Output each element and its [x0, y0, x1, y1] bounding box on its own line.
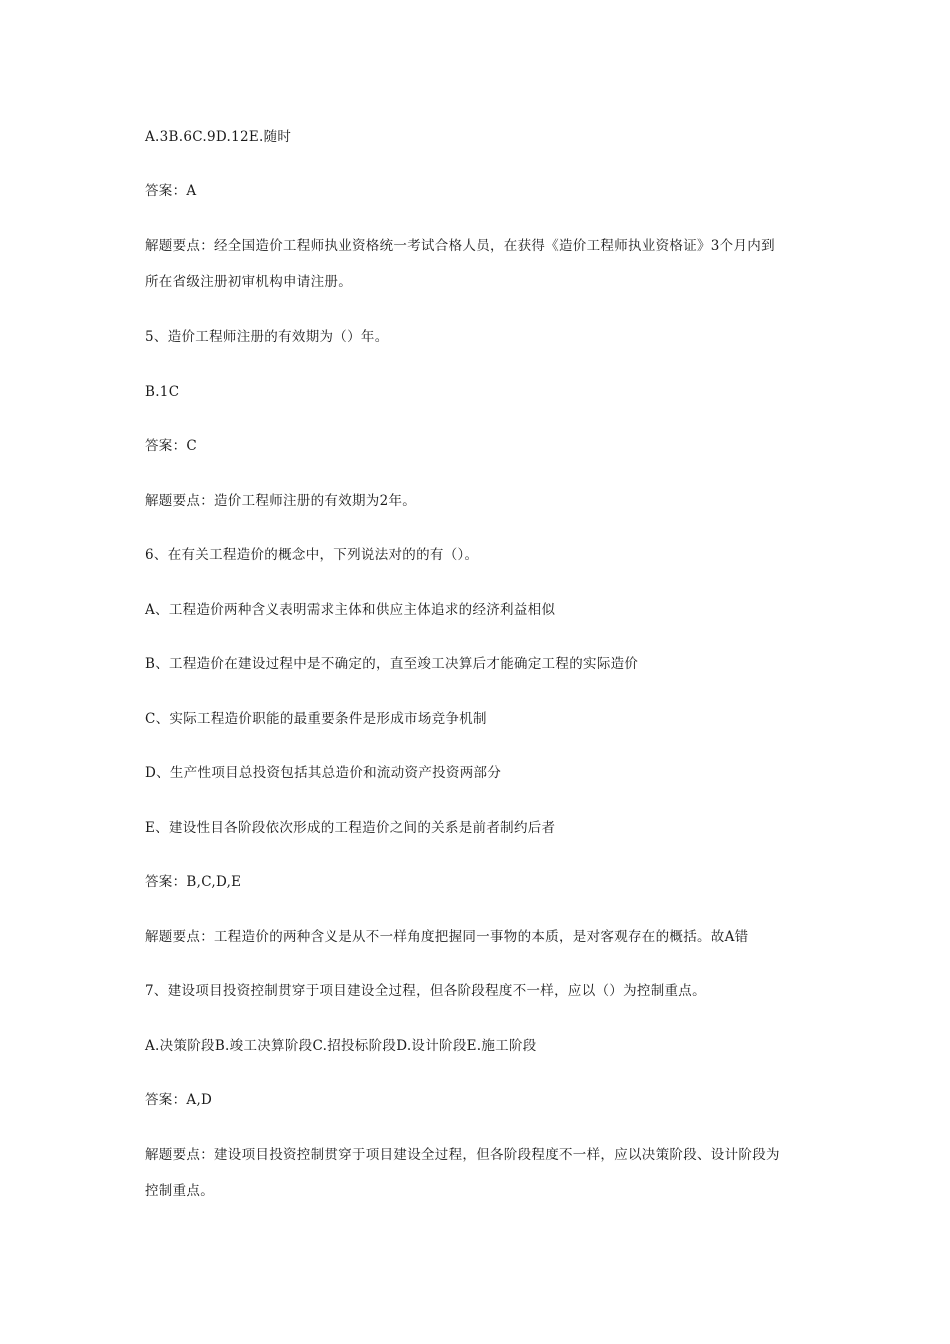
q6-option-c: C、实际工程造价职能的最重要条件是形成市场竞争机制: [145, 711, 487, 727]
q6-answer: 答案：B,C,D,E: [145, 874, 242, 890]
q7-question: 7、建设项目投资控制贯穿于项目建设全过程，但各阶段程度不一样，应以（）为控制重点。: [145, 983, 706, 999]
q5-options: B.1C: [145, 384, 180, 400]
q6-option-a: A、工程造价两种含义表明需求主体和供应主体追求的经济利益相似: [145, 602, 556, 618]
q7-explanation-line-2: 控制重点。: [145, 1183, 214, 1199]
q4-options: A.3B.6C.9D.12E.随时: [145, 129, 292, 145]
q5-question: 5、造价工程师注册的有效期为（）年。: [145, 329, 389, 345]
q7-answer: 答案：A,D: [145, 1092, 213, 1108]
q6-option-d: D、生产性项目总投资包括其总造价和流动资产投资两部分: [145, 765, 502, 781]
q4-explanation-line-1: 解题要点：经全国造价工程师执业资格统一考试合格人员，在获得《造价工程师执业资格证》3个月内到: [145, 238, 775, 254]
q6-question: 6、在有关工程造价的概念中，下列说法对的的有（）。: [145, 547, 479, 563]
q7-options: A.决策阶段B.竣工决算阶段C.招投标阶段D.设计阶段E.施工阶段: [145, 1038, 537, 1054]
q6-option-b: B、工程造价在建设过程中是不确定的，直至竣工决算后才能确定工程的实际造价: [145, 656, 639, 672]
q5-explanation: 解题要点：造价工程师注册的有效期为2年。: [145, 493, 417, 509]
q5-answer: 答案：C: [145, 438, 198, 454]
q6-explanation: 解题要点：工程造价的两种含义是从不一样角度把握同一事物的本质，是对客观存在的概括。故A错: [145, 929, 749, 945]
q7-explanation-line-1: 解题要点：建设项目投资控制贯穿于项目建设全过程，但各阶段程度不一样，应以决策阶段、设计阶段为: [145, 1147, 780, 1163]
q4-answer: 答案：A: [145, 183, 197, 199]
q6-option-e: E、建设性目各阶段依次形成的工程造价之间的关系是前者制约后者: [145, 820, 556, 836]
q4-explanation-line-2: 所在省级注册初审机构申请注册。: [145, 274, 352, 290]
